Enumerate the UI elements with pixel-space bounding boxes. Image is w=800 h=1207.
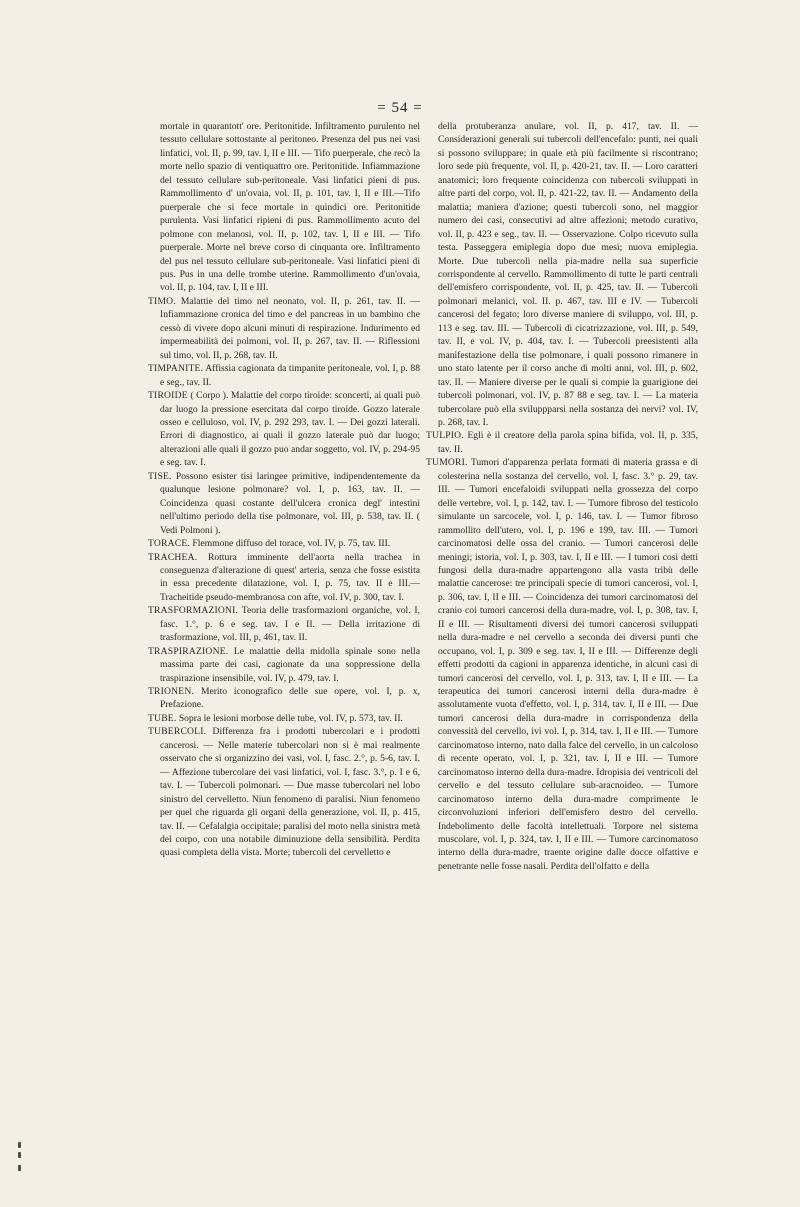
entry-text: Sopra le lesioni morbose delle tube, vol. IV, p. 573, tav. II.: [176, 712, 403, 724]
entry-headword: TRASFORMAZIONI.: [148, 605, 239, 617]
entry-text: ( Corpo ). Malattie del corpo tiroide: sconcerti, ai quali può dar luogo la pressione esercitata dal corpo tiroide. Gozzo laterale osseo e celluloso, vol. IV, p. 292 293, tav. I. — Dei gozzi laterali. Errori di diagnostico, ai quali il gozzo laterale può dar luogo; alterazioni alle quali il gozzo puo andar soggetto, vol. IV, p. 294-95 e seg. tav. I.: [160, 390, 420, 469]
index-entry: [148, 537, 420, 550]
entry-text: mortale in quarantott' ore. Peritonitide. Infiltramento purulento nel tessuto cellulare sottostante al peritoneo. Presenza del pus nei vasi linfatici, vol. II, p. 99, tav. I, II e III. — Tifo puerperale, che recò la morte nello spazio di ventiquattro ore. Peritonitide. Infiammazione del tessuto cellulare sub-peritoneale. Vasi linfatici pieni di pus. Rammollimento d' un'ovaia, vol. II, p. 101, tav. I, II e III.—Tifo puerperale che si fece mortale in quindici ore. Peritonitide purulenta. Vasi linfatici ripieni di pus. Rammollimento acuto del polmone con melanosi, vol. II, p. 102, tav. I, II e III. — Tifo puerperale. Morte nel breve corso di cinquanta ore. Infiltramento del pus nel tessuto cellulare sub-peritoneale. Vasi linfatici pieni di pus. Pus in una delle trombe uterine. Rammollimento d'un'ovaia, vol. II, p. 104, tav. I, II e III.: [160, 121, 420, 294]
page-number: = 54 =: [377, 100, 423, 116]
index-entry: [148, 389, 420, 470]
index-entry: [148, 712, 420, 725]
index-entry: [148, 551, 420, 605]
right-column: [426, 120, 698, 873]
entry-headword: TUBE.: [148, 712, 177, 724]
entry-text: della protuberanza anulare, vol. II, p. 417, tav. II. — Considerazioni generali sui tubercoli dell'encefalo: punti, nei quali si possono sviluppare; in quale età più facilmente si riscontrano; loro sede più frequente, vol. II, p. 420-21, tav. II. — Loro caratteri anatomici; loro frequente coincidenza con tubercoli sviluppati in altre parti del corpo, vol. II, p. 421-22, tav. II. — Andamento della malattia; maniera d'azione; questi tubercoli sono, nel maggior numero dei casi, consecutivi ad altre affezioni; metodo curativo, vol. II, p. 423 e seg., tav. II. — Osservazione. Colpo ricevuto sulla testa. Passeggera emiplegia dopo due mesi; nuova emiplegia. Morte. Due tubercoli nella pia-madre nella sua superficie corrispondente al cervello. Rammollimento di tutte le parti centrali dell'emisfero corrispondente, vol. II, p. 425, tav. II. — Tubercoli polmonari melanici, vol. II. p. 467, tav. III e IV. — Tubercoli cancerosi del fegato; loro diverse maniere di sviluppo, vol. III, p. 113 e seg. tav. III. — Tubercoli di cicatrizzazione, vol. III, p. 549, tav. II, e vol. IV, p. 404, tav. I. — Tubercoli preesistenti alla manifestazione della tise polmonare, i quali possono rimanere in uno stato latente per il corso anche di molti anni, vol. III, p. 602, tav. II. — Maniere diverse per le quali si compie la guarigione dei tubercoli polmonari, vol. IV, p. 87 88 e seg. tav. I. — La materia tubercolare può ella sviluppparsi nella sostanza dei nervi? vol. IV, p. 268, tav. I.: [438, 121, 698, 428]
entry-text: Malattie del timo nel neonato, vol. II, p. 261, tav. II. — Infiammazione cronica del timo e del pancreas in un bambino che cessò di vivere dopo alcuni minuti di respirazione. Indurimento ed impermeabilità dei polmoni, vol. II, p. 267, tav. II. — Riflessioni sul timo, vol. II, p. 268, tav. II.: [160, 295, 420, 361]
binding-mark: [18, 1142, 21, 1148]
binding-mark: [18, 1165, 21, 1171]
entry-text: Egli è il creatore della parola spina bifida, vol. II, p. 335, tav. II.: [438, 430, 698, 455]
entry-text: Le malattie della midolla spinale sono nella massima parte dei casi, cagionate da una soppressione della traspirazione insensibile, vol. IV, p. 479, tav. I.: [160, 645, 420, 684]
entry-text: Merito iconografico delle sue opere, vol. I, p. x, Prefazione.: [160, 686, 420, 711]
entry-headword: TUMORI.: [426, 457, 468, 469]
binding-mark: [18, 1152, 21, 1158]
entry-headword: TUBERCOLI.: [148, 726, 207, 738]
entry-text: Differenza fra i prodotti tubercolari e i prodotti cancerosi. — Nelle materie tubercolari non si è mai realmente osservato che si organizzino dei vasi, vol. I, fasc. 2.°, p. 5-6, tav. I. — Affezione tubercolare dei vasi linfatici, vol. I, fasc. 3.°, p. I e 6, tav. I. — Tubercoli polmonari. — Due masse tubercolari nel lobo sinistro del cervelletto. Niun fenomeno di paralisi. Niun fenomeno per quel che riguarda gli organi della generazione, vol. II, p. 415, tav. II. — Cefalalgia occipitale; paralisi del moto nella sinistra metà del corpo, con una notabile diminuzione della sensibilità. Perdita quasi completa della vista. Morte; tubercoli del cervelletto e: [160, 726, 420, 859]
index-entry: [426, 456, 698, 873]
index-entry: [148, 362, 420, 389]
entry-headword: TRIONEN.: [148, 686, 195, 698]
left-column: [148, 120, 420, 860]
entry-text: Tumori d'apparenza perlata formati di materia grassa e di colesterina nella sostanza del cervello, vol. I, fasc. 3.° p. 29, tav. III. — Tumori encefaloidi sviluppati nella grossezza del corpo delle vertebre, vol. I, p. 142, tav. I. — Tumore fibroso del testicolo simulante un sarcocele, vol. I, p. 146, tav. I. — Tumor fibroso rammollito dell'utero, vol. I, p. 196 e 199, tav. III. — Tumori carcinomatosi delle ossa del cranio. — Tumori cancerosi delle meningi; istoria, vol. I, p. 303, tav. I, II e III. — I tumori così detti fungosi della dura-madre appartengono alla vasta tribù delle malattie cancerose: tre principali specie di tumori cancerosi, vol. I, p. 306, tav. I, II e III. — Coincidenza dei tumori carcinomatosi del cranio coi tumori cancerosi della dura-madre, vol. I, p. 308, tav. I, II e III. — Risultamenti diversi dei tumori cancerosi sviluppati nella dura-madre e nel cervello a seconda dei diversi punti che occupano, vol. I, p. 309 e seg. tav. I, II e III. — Differenze degli effetti prodotti da cagioni in apparenza identiche, in alcuni casi di tumori cancerosi del cervello, vol. I, p. 313, tav. I, II e III. — La terapeutica dei tumori cancerosi interni della dura-madre è assolutamente vuota d'effetto, vol. I, p. 314, tav. I, II e III. — Due tumori cancerosi della dura-madre in corrispondenza della convessità del cervello, ivi vol. I, p. 314, tav. I, II e III. — Tumore carcinomatoso interno, nato dalla falce del cervello, in un calcoloso di recente operato, vol. I, p. 321, tav. I, II e III. — Tumore carcinomatoso interno della dura-madre. Idropisia dei ventricoli del cervello e del tessuto cellulare sub-aracnoideo. — Tumore carcinomatoso interno della dura-madre comprimente le circonvoluzioni inferiori dell'emisfero destro del cervello. Indebolimento delle facoltà intellettuali. Torpore nel sistema muscolare, vol. I, p. 324, tav. I, II e III. — Tumore carcinomatoso interno della dura-madre, traente origine dalle docce olfattive e penetrante nelle fosse nasali. Perdita dell'olfatto e della: [438, 457, 698, 872]
entry-headword: TRASPIRAZIONE.: [148, 645, 229, 657]
index-entry: [148, 685, 420, 712]
entry-text: Rottura imminente dell'aorta nella trachea in conseguenza d'alterazione di quest' arteria, senza che fosse esistita in essa precedente dilatazione, vol. I, p. 75, tav. II e III.—Tracheitide pseudo-membranosa con afte, vol. IV, p. 300, tav. I.: [160, 551, 420, 603]
entry-text: Possono esister tisi laringee primitive, indipendentemente da qualunque lesione polmonare? vol. I, p. 163, tav. II. — Coincidenza quasi costante dell'ulcera cronica degl' intestini nell'ultimo periodo della tise polmonare, vol. III, p. 538, tav. II. ( Vedi Polmoni ).: [160, 470, 420, 536]
entry-headword: TRACHEA.: [148, 551, 198, 563]
entry-continuation: [148, 120, 420, 295]
entry-headword: TIMO.: [148, 295, 176, 307]
index-entry: [148, 295, 420, 362]
entry-text: Affissia cagionata da timpanite peritoneale, vol. I, p. 88 e seg., tav. II.: [160, 363, 420, 388]
entry-continuation: [426, 120, 698, 429]
index-entry: [148, 470, 420, 537]
entry-headword: TULPIO.: [426, 430, 464, 442]
entry-headword: TORACE.: [148, 538, 190, 550]
index-entry: [148, 604, 420, 644]
index-entry: [426, 429, 698, 456]
index-entry: [148, 645, 420, 685]
entry-text: Flemmone diffuso del torace, vol. IV, p. 75, tav. III.: [190, 538, 391, 550]
index-entry: [148, 725, 420, 860]
entry-headword: TIROIDE: [148, 390, 188, 402]
entry-headword: TIMPANITE.: [148, 363, 204, 375]
entry-headword: TISE.: [148, 470, 172, 482]
entry-text: Teoria delle trasformazioni organiche, vol. I, fasc. 1.°, p. 6 e seg. tav. I e II. — Della irritazione di trasformazione, vol. III, p, 461, tav. II.: [160, 605, 420, 644]
